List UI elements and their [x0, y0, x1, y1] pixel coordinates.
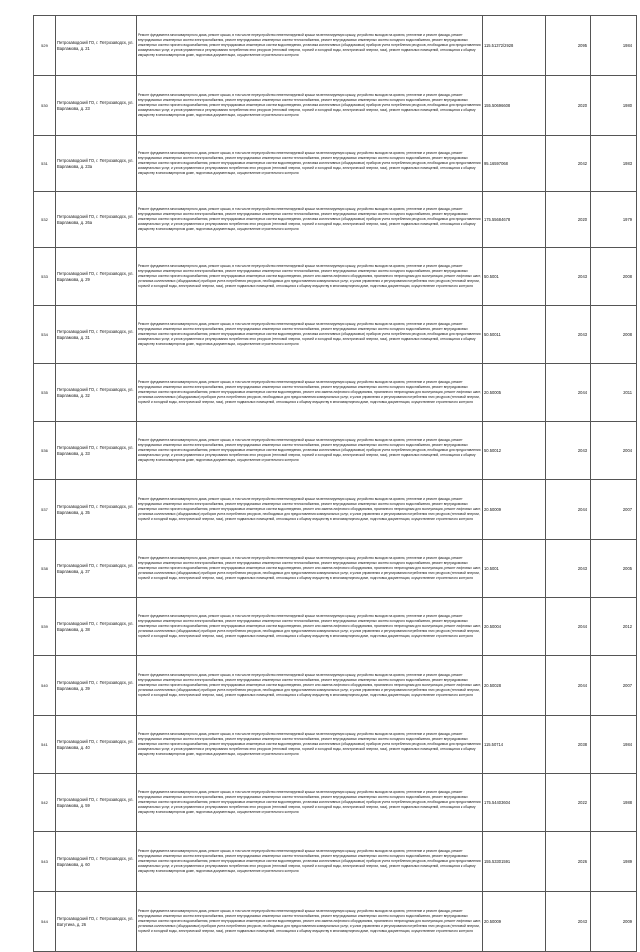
row-residents: 2020 — [546, 192, 591, 248]
row-number: 529 — [34, 16, 56, 76]
row-works: Ремонт фундамента многоквартирного дома, ремонт крыши, в том числе переустройство невентилируемой крыши на вентилируемую крышу, устройство выходов на кровлю, утепление и ремонт фасада, ремонт внутридомовых инженерных систем электроснабжения, ремонт внутридомовых инженерных систем теплоснабжения, ремонт внутридомовых инженерных систем холодного водоснабжения, ремонт внутридомовых инженерных систем горячего водоснабжения, ремонт внутридомовых инженерных систем водоотведения, установка коллективных (общедомовых) приборов учета потребления ресурсов, необходимых для предоставления коммунальных услуг, и узлов управления и регулирования потребления этих ресурсов (тепловой энергии, горячей и холодной воды, электрической энергии, газа), ремонт подвальных помещений, относящихся к общему имуществу в многоквартирном доме, подготовка документации, осуществление строительного контроля — [137, 774, 483, 832]
row-area: 20.50009 — [483, 480, 546, 540]
row-residents: 2020 — [546, 76, 591, 136]
row-area: 95.16597068 — [483, 136, 546, 192]
row-residents: 2044 — [546, 656, 591, 716]
row-year: 2008 — [591, 248, 637, 306]
row-address: Петрозаводский ГО, г. Петрозаводск, ул. Варламова, д. 39 — [56, 656, 137, 716]
row-works: Ремонт фундамента многоквартирного дома, ремонт крыши, в том числе переустройство невентилируемой крыши на вентилируемую крышу, устройство выходов на кровлю, утепление и ремонт фасада, ремонт внутридомовых инженерных систем электроснабжения, ремонт внутридомовых инженерных систем теплоснабжения, ремонт внутридомовых инженерных систем холодного водоснабжения, ремонт внутридомовых инженерных систем горячего водоснабжения, ремонт внутридомовых инженерных систем водоотведения, установка коллективных (общедомовых) приборов учета потребления ресурсов, необходимых для предоставления коммунальных услуг, и узлов управления и регулирования потребления этих ресурсов (тепловой энергии, горячей и холодной воды, электрической энергии, газа), ремонт подвальных помещений, относящихся к общему имуществу в многоквартирном доме, подготовка документации, осуществление строительного контроля — [137, 76, 483, 136]
row-area: 155.50696608 — [483, 76, 546, 136]
row-address: Петрозаводский ГО, г. Петрозаводск, ул. Ватутина, д. 26 — [56, 892, 137, 952]
row-number: 544 — [34, 892, 56, 952]
row-works: Ремонт фундамента многоквартирного дома, ремонт крыши, в том числе переустройство невентилируемой крыши на вентилируемую крышу, устройство выходов на кровлю, утепление и ремонт фасада, ремонт внутридомовых инженерных систем электроснабжения, ремонт внутридомовых инженерных систем теплоснабжения, ремонт внутридомовых инженерных систем холодного водоснабжения, ремонт внутридомовых инженерных систем горячего водоснабжения, ремонт внутридомовых инженерных систем водоотведения, установка коллективных (общедомовых) приборов учета потребления ресурсов, необходимых для предоставления коммунальных услуг, и узлов управления и регулирования потребления этих ресурсов (тепловой энергии, горячей и холодной воды, электрической энергии, газа), ремонт подвальных помещений, относящихся к общему имуществу в многоквартирном доме, подготовка документации, осуществление строительного контроля — [137, 16, 483, 76]
row-works: Ремонт фундамента многоквартирного дома, ремонт крыши, в том числе переустройство невентилируемой крыши на вентилируемую крышу, устройство выходов на кровлю, утепление и ремонт фасада, ремонт внутридомовых инженерных систем электроснабжения, ремонт внутридомовых инженерных систем теплоснабжения, ремонт внутридомовых инженерных систем холодного водоснабжения, ремонт внутридомовых инженерных систем горячего водоснабжения, ремонт внутридомовых инженерных систем водоотведения, установка коллективных (общедомовых) приборов учета потребления ресурсов, необходимых для предоставления коммунальных услуг, и узлов управления и регулирования потребления этих ресурсов (тепловой энергии, горячей и холодной воды, электрической энергии, газа), ремонт подвальных помещений, относящихся к общему имуществу в многоквартирном доме, подготовка документации, осуществление строительного контроля — [137, 832, 483, 892]
row-works: Ремонт фундамента многоквартирного дома, ремонт крыши, в том числе переустройство невентилируемой крыши на вентилируемую крышу, устройство выходов на кровлю, утепление и ремонт фасада, ремонт внутридомовых инженерных систем электроснабжения, ремонт внутридомовых инженерных систем теплоснабжения, ремонт внутридомовых инженерных систем холодного водоснабжения, ремонт внутридомовых инженерных систем горячего водоснабжения, ремонт внутридомовых инженерных систем водоотведения, установка коллективных (общедомовых) приборов учета потребления ресурсов, необходимых для предоставления коммунальных услуг, и узлов управления и регулирования потребления этих ресурсов (тепловой энергии, горячей и холодной воды, электрической энергии, газа), ремонт подвальных помещений, относящихся к общему имуществу в многоквартирном доме, подготовка документации, осуществление строительного контроля — [137, 306, 483, 364]
row-address: Петрозаводский ГО, г. Петрозаводск, ул. Варламова, д. 23 — [56, 76, 137, 136]
row-number: 540 — [34, 656, 56, 716]
row-area: 20.50005 — [483, 364, 546, 422]
table-row — [34, 364, 637, 422]
row-number: 537 — [34, 480, 56, 540]
row-year: 2009 — [591, 892, 637, 952]
row-address: Петрозаводский ГО, г. Петрозаводск, ул. Варламова, д. 31 — [56, 306, 137, 364]
row-number: 541 — [34, 716, 56, 774]
table-row — [34, 192, 637, 248]
row-area: 20.50028 — [483, 656, 546, 716]
row-number: 530 — [34, 76, 56, 136]
row-year: 1989 — [591, 832, 637, 892]
row-area: 50.50011 — [483, 306, 546, 364]
table-row — [34, 774, 637, 832]
row-address: Петрозаводский ГО, г. Петрозаводск, ул. Варламова, д. 40 — [56, 716, 137, 774]
table-row — [34, 598, 637, 656]
row-area: 115.51372/2928 — [483, 16, 546, 76]
document-page — [33, 15, 632, 952]
row-address: Петрозаводский ГО, г. Петрозаводск, ул. Варламова, д. 23а — [56, 136, 137, 192]
row-residents: 2044 — [546, 598, 591, 656]
row-year: 2011 — [591, 364, 637, 422]
table-row — [34, 306, 637, 364]
row-number: 533 — [34, 248, 56, 306]
table-row — [34, 136, 637, 192]
row-residents: 2022 — [546, 774, 591, 832]
row-number: 531 — [34, 136, 56, 192]
row-year: 2007 — [591, 656, 637, 716]
row-residents: 2043 — [546, 306, 591, 364]
row-address: Петрозаводский ГО, г. Петрозаводск, ул. Варламова, д. 37 — [56, 540, 137, 598]
row-address: Петрозаводский ГО, г. Петрозаводск, ул. Варламова, д. 38 — [56, 598, 137, 656]
table-row — [34, 248, 637, 306]
row-residents: 2043 — [546, 540, 591, 598]
row-year: 1984 — [591, 716, 637, 774]
row-works: Ремонт фундамента многоквартирного дома, ремонт крыши, в том числе переустройство невентилируемой крыши на вентилируемую крышу, устройство выходов на кровлю, утепление и ремонт фасада, ремонт внутридомовых инженерных систем электроснабжения, ремонт внутридомовых инженерных систем теплоснабжения, ремонт внутридомовых инженерных систем холодного водоснабжения, ремонт внутридомовых инженерных систем горячего водоснабжения, ремонт внутридомовых инженерных систем водоотведения, ремонт или замена лифтового оборудования, признанного непригодным для эксплуатации, ремонт лифтовых шахт, установка коллективных (общедомовых) приборов учета потребления ресурсов, необходимых для предоставления коммунальных услуг, и узлов управления и регулирования потребления этих ресурсов (тепловой энергии, горячей и холодной воды, электрической энергии, газа), ремонт подвальных помещений, относящихся к общему имуществу в многоквартирном доме, подготовка документации, осуществление строительного контроля — [137, 598, 483, 656]
row-area: 50.50012 — [483, 422, 546, 480]
row-year: 1983 — [591, 136, 637, 192]
row-address: Петрозаводский ГО, г. Петрозаводск, ул. Варламова, д. 60 — [56, 832, 137, 892]
row-residents: 2095 — [546, 16, 591, 76]
table-row — [34, 716, 637, 774]
row-works: Ремонт фундамента многоквартирного дома, ремонт крыши, в том числе переустройство невентилируемой крыши на вентилируемую крышу, устройство выходов на кровлю, утепление и ремонт фасада, ремонт внутридомовых инженерных систем электроснабжения, ремонт внутридомовых инженерных систем теплоснабжения, ремонт внутридомовых инженерных систем холодного водоснабжения, ремонт внутридомовых инженерных систем горячего водоснабжения, ремонт внутридомовых инженерных систем водоотведения, ремонт или замена лифтового оборудования, признанного непригодным для эксплуатации, ремонт лифтовых шахт, установка коллективных (общедомовых) приборов учета потребления ресурсов, необходимых для предоставления коммунальных услуг, и узлов управления и регулирования потребления этих ресурсов (тепловой энергии, горячей и холодной воды, электрической энергии, газа), ремонт подвальных помещений, относящихся к общему имуществу в многоквартирном доме, подготовка документации, осуществление строительного контроля — [137, 364, 483, 422]
row-residents: 2038 — [546, 716, 591, 774]
table-row — [34, 656, 637, 716]
row-works: Ремонт фундамента многоквартирного дома, ремонт крыши, в том числе переустройство невентилируемой крыши на вентилируемую крышу, устройство выходов на кровлю, утепление и ремонт фасада, ремонт внутридомовых инженерных систем электроснабжения, ремонт внутридомовых инженерных систем теплоснабжения, ремонт внутридомовых инженерных систем холодного водоснабжения, ремонт внутридомовых инженерных систем горячего водоснабжения, ремонт внутридомовых инженерных систем водоотведения, установка коллективных (общедомовых) приборов учета потребления ресурсов, необходимых для предоставления коммунальных услуг, и узлов управления и регулирования потребления этих ресурсов (тепловой энергии, горячей и холодной воды, электрической энергии, газа), ремонт подвальных помещений, относящихся к общему имуществу в многоквартирном доме, подготовка документации, осуществление строительного контроля — [137, 192, 483, 248]
row-area: 175.55684678 — [483, 192, 546, 248]
row-residents: 2043 — [546, 892, 591, 952]
row-area: 115.50714 — [483, 716, 546, 774]
row-works: Ремонт фундамента многоквартирного дома, ремонт крыши, в том числе переустройство невентилируемой крыши на вентилируемую крышу, устройство выходов на кровлю, утепление и ремонт фасада, ремонт внутридомовых инженерных систем электроснабжения, ремонт внутридомовых инженерных систем теплоснабжения, ремонт внутридомовых инженерных систем холодного водоснабжения, ремонт внутридомовых инженерных систем горячего водоснабжения, ремонт внутридомовых инженерных систем водоотведения, установка коллективных (общедомовых) приборов учета потребления ресурсов, необходимых для предоставления коммунальных услуг, и узлов управления и регулирования потребления этих ресурсов (тепловой энергии, горячей и холодной воды, электрической энергии, газа), ремонт подвальных помещений, относящихся к общему имуществу в многоквартирном доме, подготовка документации, осуществление строительного контроля — [137, 422, 483, 480]
row-number: 542 — [34, 774, 56, 832]
row-area: 50.5001 — [483, 248, 546, 306]
row-area: 20.50009 — [483, 892, 546, 952]
row-works: Ремонт фундамента многоквартирного дома, ремонт крыши, в том числе переустройство невентилируемой крыши на вентилируемую крышу, устройство выходов на кровлю, утепление и ремонт фасада, ремонт внутридомовых инженерных систем электроснабжения, ремонт внутридомовых инженерных систем теплоснабжения, ремонт внутридомовых инженерных систем холодного водоснабжения, ремонт внутридомовых инженерных систем горячего водоснабжения, ремонт внутридомовых инженерных систем водоотведения, ремонт или замена лифтового оборудования, признанного непригодным для эксплуатации, ремонт лифтовых шахт, установка коллективных (общедомовых) приборов учета потребления ресурсов, необходимых для предоставления коммунальных услуг, и узлов управления и регулирования потребления этих ресурсов (тепловой энергии, горячей и холодной воды, электрической энергии, газа), ремонт подвальных помещений, относящихся к общему имуществу в многоквартирном доме, подготовка документации, осуществление строительного контроля — [137, 480, 483, 540]
row-works: Ремонт фундамента многоквартирного дома, ремонт крыши, в том числе переустройство невентилируемой крыши на вентилируемую крышу, устройство выходов на кровлю, утепление и ремонт фасада, ремонт внутридомовых инженерных систем электроснабжения, ремонт внутридомовых инженерных систем теплоснабжения, ремонт внутридомовых инженерных систем холодного водоснабжения, ремонт внутридомовых инженерных систем горячего водоснабжения, ремонт внутридомовых инженерных систем водоотведения, ремонт или замена лифтового оборудования, признанного непригодным для эксплуатации, ремонт лифтовых шахт, установка коллективных (общедомовых) приборов учета потребления ресурсов, необходимых для предоставления коммунальных услуг, и узлов управления и регулирования потребления этих ресурсов (тепловой энергии, горячей и холодной воды, электрической энергии, газа), ремонт подвальных помещений, относящихся к общему имуществу в многоквартирном доме, подготовка документации, осуществление строительного контроля — [137, 656, 483, 716]
row-works: Ремонт фундамента многоквартирного дома, ремонт крыши, в том числе переустройство невентилируемой крыши на вентилируемую крышу, устройство выходов на кровлю, утепление и ремонт фасада, ремонт внутридомовых инженерных систем электроснабжения, ремонт внутридомовых инженерных систем теплоснабжения, ремонт внутридомовых инженерных систем холодного водоснабжения, ремонт внутридомовых инженерных систем горячего водоснабжения, ремонт внутридомовых инженерных систем водоотведения, установка коллективных (общедомовых) приборов учета потребления ресурсов, необходимых для предоставления коммунальных услуг, и узлов управления и регулирования потребления этих ресурсов (тепловой энергии, горячей и холодной воды, электрической энергии, газа), ремонт подвальных помещений, относящихся к общему имуществу в многоквартирном доме, подготовка документации, осуществление строительного контроля — [137, 716, 483, 774]
row-number: 538 — [34, 540, 56, 598]
row-residents: 2042 — [546, 136, 591, 192]
row-year: 2008 — [591, 306, 637, 364]
row-area: 155.53301591 — [483, 832, 546, 892]
row-residents: 2044 — [546, 480, 591, 540]
row-residents: 2044 — [546, 364, 591, 422]
row-year: 1980 — [591, 76, 637, 136]
row-area: 175.54403604 — [483, 774, 546, 832]
row-number: 535 — [34, 364, 56, 422]
table-row — [34, 422, 637, 480]
row-number: 536 — [34, 422, 56, 480]
row-number: 532 — [34, 192, 56, 248]
table-row — [34, 540, 637, 598]
row-year: 2004 — [591, 422, 637, 480]
row-year: 1984 — [591, 16, 637, 76]
row-year: 2007 — [591, 480, 637, 540]
row-year: 1988 — [591, 774, 637, 832]
row-number: 539 — [34, 598, 56, 656]
capital-repair-table — [33, 15, 637, 952]
row-address: Петрозаводский ГО, г. Петрозаводск, ул. Варламова, д. 59 — [56, 774, 137, 832]
row-residents: 2026 — [546, 832, 591, 892]
row-address: Петрозаводский ГО, г. Петрозаводск, ул. Варламова, д. 32 — [56, 364, 137, 422]
row-area: 20.50004 — [483, 598, 546, 656]
table-row — [34, 76, 637, 136]
row-year: 2012 — [591, 598, 637, 656]
row-number: 534 — [34, 306, 56, 364]
table-row — [34, 892, 637, 952]
row-year: 2005 — [591, 540, 637, 598]
row-year: 1979 — [591, 192, 637, 248]
table-row — [34, 480, 637, 540]
row-works: Ремонт фундамента многоквартирного дома, ремонт крыши, в том числе переустройство невентилируемой крыши на вентилируемую крышу, устройство выходов на кровлю, утепление и ремонт фасада, ремонт внутридомовых инженерных систем электроснабжения, ремонт внутридомовых инженерных систем теплоснабжения, ремонт внутридомовых инженерных систем холодного водоснабжения, ремонт внутридомовых инженерных систем горячего водоснабжения, ремонт внутридомовых инженерных систем водоотведения, ремонт или замена лифтового оборудования, признанного непригодным для эксплуатации, ремонт лифтовых шахт, установка коллективных (общедомовых) приборов учета потребления ресурсов, необходимых для предоставления коммунальных услуг, и узлов управления и регулирования потребления этих ресурсов (тепловой энергии, горячей и холодной воды, электрической энергии, газа), ремонт подвальных помещений, относящихся к общему имуществу в многоквартирном доме, подготовка документации, осуществление строительного контроля — [137, 248, 483, 306]
table-body — [34, 16, 637, 952]
row-address: Петрозаводский ГО, г. Петрозаводск, ул. Варламова, д. 29 — [56, 248, 137, 306]
row-address: Петрозаводский ГО, г. Петрозаводск, ул. Варламова, д. 21 — [56, 16, 137, 76]
row-address: Петрозаводский ГО, г. Петрозаводск, ул. Варламова, д. 35 — [56, 480, 137, 540]
row-residents: 2043 — [546, 248, 591, 306]
row-works: Ремонт фундамента многоквартирного дома, ремонт крыши, в том числе переустройство невентилируемой крыши на вентилируемую крышу, устройство выходов на кровлю, утепление и ремонт фасада, ремонт внутридомовых инженерных систем электроснабжения, ремонт внутридомовых инженерных систем теплоснабжения, ремонт внутридомовых инженерных систем холодного водоснабжения, ремонт внутридомовых инженерных систем горячего водоснабжения, ремонт внутридомовых инженерных систем водоотведения, установка коллективных (общедомовых) приборов учета потребления ресурсов, необходимых для предоставления коммунальных услуг, и узлов управления и регулирования потребления этих ресурсов (тепловой энергии, горячей и холодной воды, электрической энергии, газа), ремонт подвальных помещений, относящихся к общему имуществу в многоквартирном доме, подготовка документации, осуществление строительного контроля — [137, 136, 483, 192]
table-row — [34, 16, 637, 76]
table-row — [34, 832, 637, 892]
row-works: Ремонт фундамента многоквартирного дома, ремонт крыши, в том числе переустройство невентилируемой крыши на вентилируемую крышу, устройство выходов на кровлю, утепление и ремонт фасада, ремонт внутридомовых инженерных систем электроснабжения, ремонт внутридомовых инженерных систем теплоснабжения, ремонт внутридомовых инженерных систем холодного водоснабжения, ремонт внутридомовых инженерных систем горячего водоснабжения, ремонт внутридомовых инженерных систем водоотведения, ремонт или замена лифтового оборудования, признанного непригодным для эксплуатации, ремонт лифтовых шахт, установка коллективных (общедомовых) приборов учета потребления ресурсов, необходимых для предоставления коммунальных услуг, и узлов управления и регулирования потребления этих ресурсов (тепловой энергии, горячей и холодной воды, электрической энергии, газа), ремонт подвальных помещений, относящихся к общему имуществу в многоквартирном доме, подготовка документации, осуществление строительного контроля — [137, 540, 483, 598]
row-address: Петрозаводский ГО, г. Петрозаводск, ул. Варламова, д. 33 — [56, 422, 137, 480]
row-area: 10.5001 — [483, 540, 546, 598]
row-address: Петрозаводский ГО, г. Петрозаводск, ул. Варламова, д. 26а — [56, 192, 137, 248]
row-residents: 2043 — [546, 422, 591, 480]
row-number: 543 — [34, 832, 56, 892]
row-works: Ремонт фундамента многоквартирного дома, ремонт крыши, в том числе переустройство невентилируемой крыши на вентилируемую крышу, устройство выходов на кровлю, утепление и ремонт фасада, ремонт внутридомовых инженерных систем электроснабжения, ремонт внутридомовых инженерных систем теплоснабжения, ремонт внутридомовых инженерных систем холодного водоснабжения, ремонт внутридомовых инженерных систем горячего водоснабжения, ремонт внутридомовых инженерных систем водоотведения, ремонт или замена лифтового оборудования, признанного непригодным для эксплуатации, ремонт лифтовых шахт, установка коллективных (общедомовых) приборов учета потребления ресурсов, необходимых для предоставления коммунальных услуг, и узлов управления и регулирования потребления этих ресурсов (тепловой энергии, горячей и холодной воды, электрической энергии, газа), ремонт подвальных помещений, относящихся к общему имуществу в многоквартирном доме, подготовка документации, осуществление строительного контроля — [137, 892, 483, 952]
